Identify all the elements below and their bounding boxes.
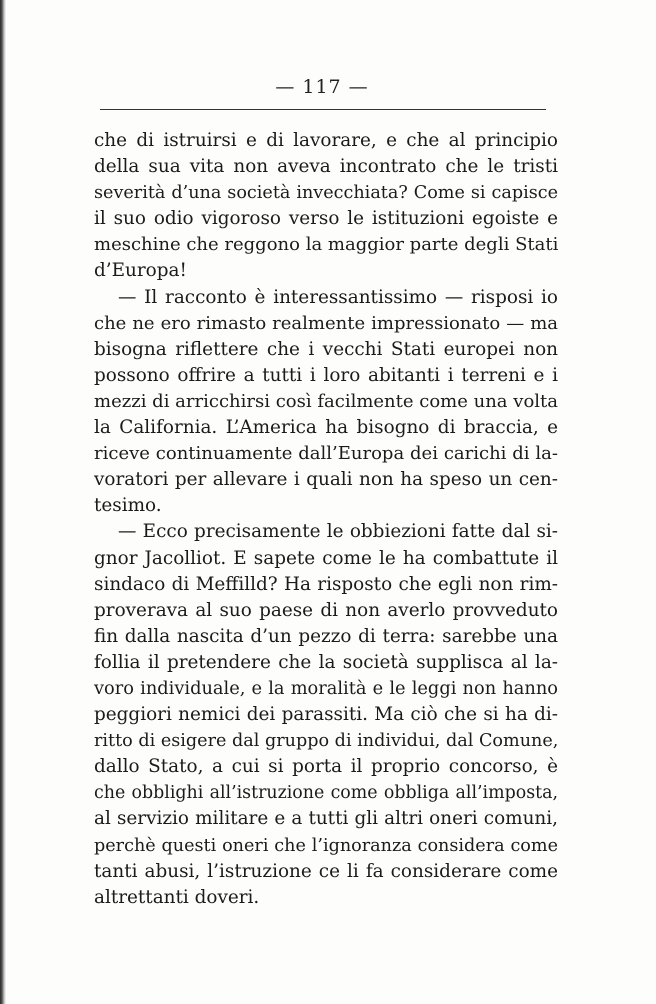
page-number: — 117 — [275,76,369,98]
text-line: meschine che reggono la maggior parte degli Stati [94,234,559,256]
text-line: che ne ero rimasto realmente impressionato — ma [94,312,558,334]
text-line: che obblighi all’istruzione come obbliga all’imposta, [94,783,558,804]
text-line: sindaco di Meffilld? Ha risposto che egli non rim- [94,573,558,595]
text-line: fin dalla nascita d’un pezzo di terra: sarebbe una [94,625,558,647]
body-text [94,128,558,911]
text-line: proverava al suo paese di non averlo provveduto [94,599,558,621]
text-line: al servizio militare e a tutti gli altri oneri comuni, [94,808,558,830]
header-rule [100,109,546,110]
text-line: possono offrire a tutti i loro abitanti i terreni e i [94,364,558,386]
text-line: voro individuale, e la moralità e le leggi non hanno [94,677,558,699]
text-line: gnor Jacolliot. E sapete come le ha combattute il [94,547,558,569]
text-line: la California. L’America ha bisogno di braccia, e [94,417,558,439]
text-line: peggiori nemici dei parassiti. Ma ciò che si ha di- [94,704,558,726]
text-line: voratori per allevare i quali non ha speso un cen- [94,469,558,491]
text-line: che di istruirsi e di lavorare, e che al principio [94,130,558,151]
text-line: riceve continuamente dall’Europa dei carichi di la- [94,443,558,465]
text-line: d’Europa! [94,260,187,282]
text-line: — Ecco precisamente le obbiezioni fatte dal si- [118,521,558,543]
text-line: ritto di esigere dal gruppo di individui, dal Comune, [94,731,559,752]
text-line: follia il pretendere che la società supplisca al la- [94,651,558,673]
text-line: tanti abusi, l’istruzione ce li fa considerare come [94,860,558,882]
page-binding-edge [0,0,6,1004]
text-line: severità d’una società invecchiata? Come si capisce [94,183,558,204]
text-line: il suo odio vigoroso verso le istituzioni egoiste e [94,208,558,230]
text-line: — Il racconto è interessantissimo — risposi io [118,286,558,308]
text-line: tesimo. [94,495,162,517]
text-line: altrettanti doveri. [94,886,260,908]
text-line: perchè questi oneri che l’ignoranza considera come [94,835,558,856]
text-line: bisogna riflettere che i vecchi Stati europei non [94,338,558,360]
text-line: della sua vita non aveva incontrato che le tristi [94,156,558,178]
text-line: dallo Stato, a cui si porta il proprio concorso, è [94,756,558,778]
text-line: mezzi di arricchirsi così facilmente come una volta [94,390,558,412]
